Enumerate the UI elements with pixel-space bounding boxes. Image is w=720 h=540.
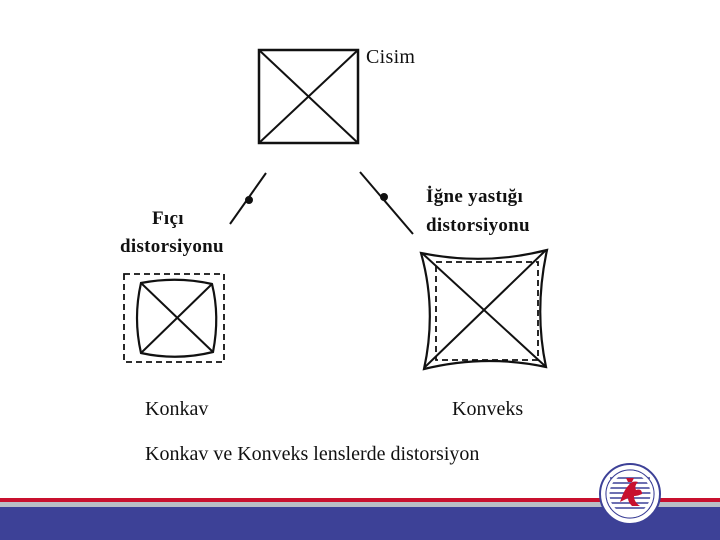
arrow-to-barrel bbox=[230, 173, 266, 224]
university-emblem-icon bbox=[598, 462, 662, 526]
concave-caption: Konkav bbox=[145, 398, 209, 420]
convex-caption: Konveks bbox=[452, 398, 524, 420]
barrel-distortion-figure bbox=[124, 274, 224, 362]
object-square bbox=[259, 50, 358, 143]
barrel-label-line1: Fıçı bbox=[152, 208, 184, 229]
pincushion-label-line2: distorsiyonu bbox=[426, 215, 530, 236]
barrel-label-line2: distorsiyonu bbox=[120, 236, 224, 257]
pincushion-label-line1: İğne yastığı bbox=[426, 186, 524, 207]
slide-title: Konkav ve Konveks lenslerde distorsiyon bbox=[145, 443, 480, 465]
pincushion-distortion-figure bbox=[421, 250, 547, 369]
arrow-to-pincushion bbox=[360, 172, 413, 234]
object-label: Cisim bbox=[366, 46, 416, 68]
